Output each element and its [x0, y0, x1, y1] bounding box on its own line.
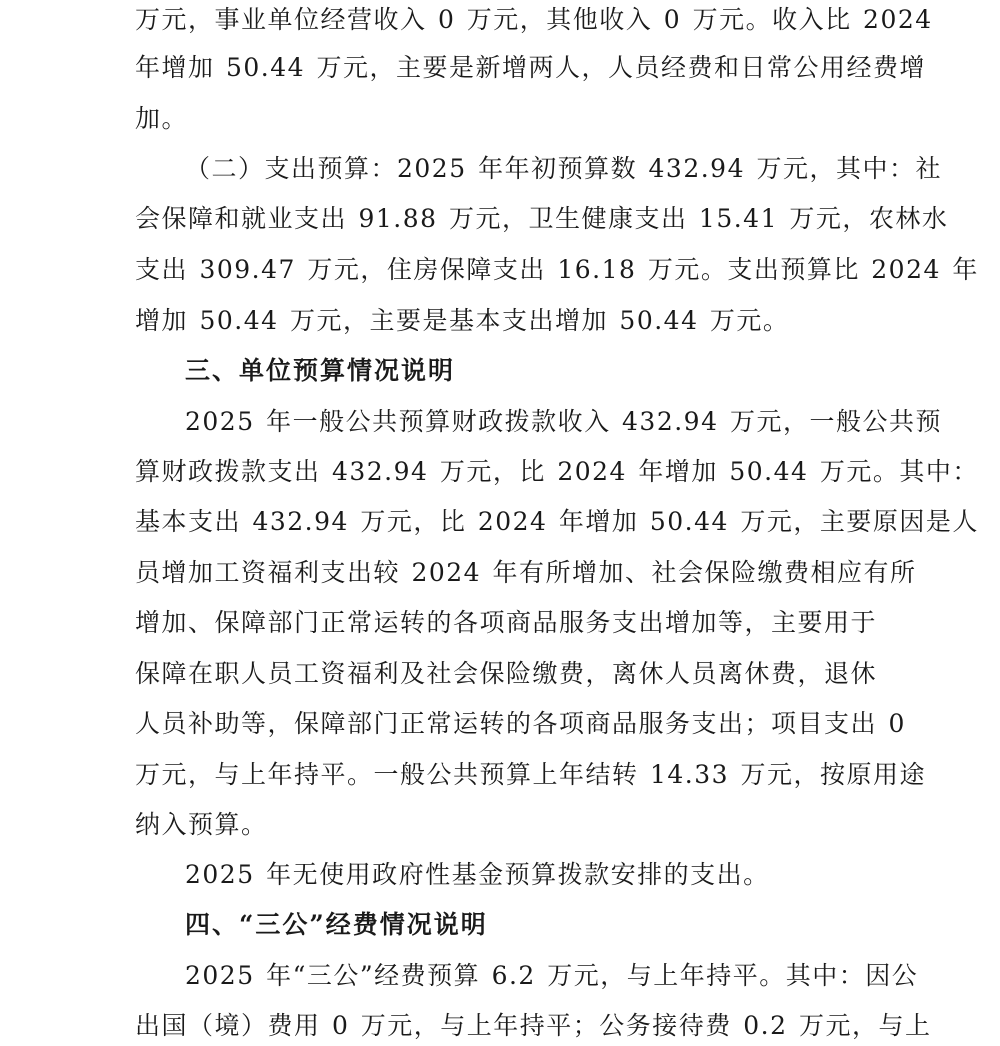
text-line: （二）支出预算：2025 年年初预算数 432.94 万元，其中：社 — [185, 154, 942, 183]
text-line: 会保障和就业支出 91.88 万元，卫生健康支出 15.41 万元，农林水 — [135, 204, 949, 233]
text-line: 支出 309.47 万元，住房保障支出 16.18 万元。支出预算比 2024 年 — [135, 255, 979, 284]
text-line: 人员补助等，保障部门正常运转的各项商品服务支出；项目支出 0 — [135, 709, 906, 738]
text-line: 加。 — [135, 104, 189, 133]
text-line: 员增加工资福利支出较 2024 年有所增加、社会保险缴费相应有所 — [135, 558, 917, 587]
text-line: 万元，事业单位经营收入 0 万元，其他收入 0 万元。收入比 2024 — [135, 5, 933, 34]
text-line: 保障在职人员工资福利及社会保险缴费，离休人员离休费，退休 — [135, 659, 878, 688]
text-line: 纳入预算。 — [135, 810, 268, 839]
section-heading: 四、“三公”经费情况说明 — [185, 910, 488, 939]
text-line: 2025 年一般公共预算财政拨款收入 432.94 万元，一般公共预 — [185, 407, 942, 436]
text-line: 出国（境）费用 0 万元，与上年持平；公务接待费 0.2 万元，与上 — [135, 1011, 932, 1040]
text-line: 增加 50.44 万元，主要是基本支出增加 50.44 万元。 — [135, 306, 790, 335]
text-line: 增加、保障部门正常运转的各项商品服务支出增加等，主要用于 — [135, 608, 878, 637]
text-line: 基本支出 432.94 万元，比 2024 年增加 50.44 万元，主要原因是人 — [135, 507, 979, 536]
section-heading: 三、单位预算情况说明 — [185, 356, 456, 385]
text-line: 算财政拨款支出 432.94 万元，比 2024 年增加 50.44 万元。其中： — [135, 457, 979, 486]
text-line: 万元，与上年持平。一般公共预算上年结转 14.33 万元，按原用途 — [135, 760, 926, 789]
text-line: 年增加 50.44 万元，主要是新增两人，人员经费和日常公用经费增 — [135, 53, 926, 82]
text-line: 2025 年“三公”经费预算 6.2 万元，与上年持平。其中：因公 — [185, 961, 919, 990]
text-line: 2025 年无使用政府性基金预算拨款安排的支出。 — [185, 860, 770, 889]
